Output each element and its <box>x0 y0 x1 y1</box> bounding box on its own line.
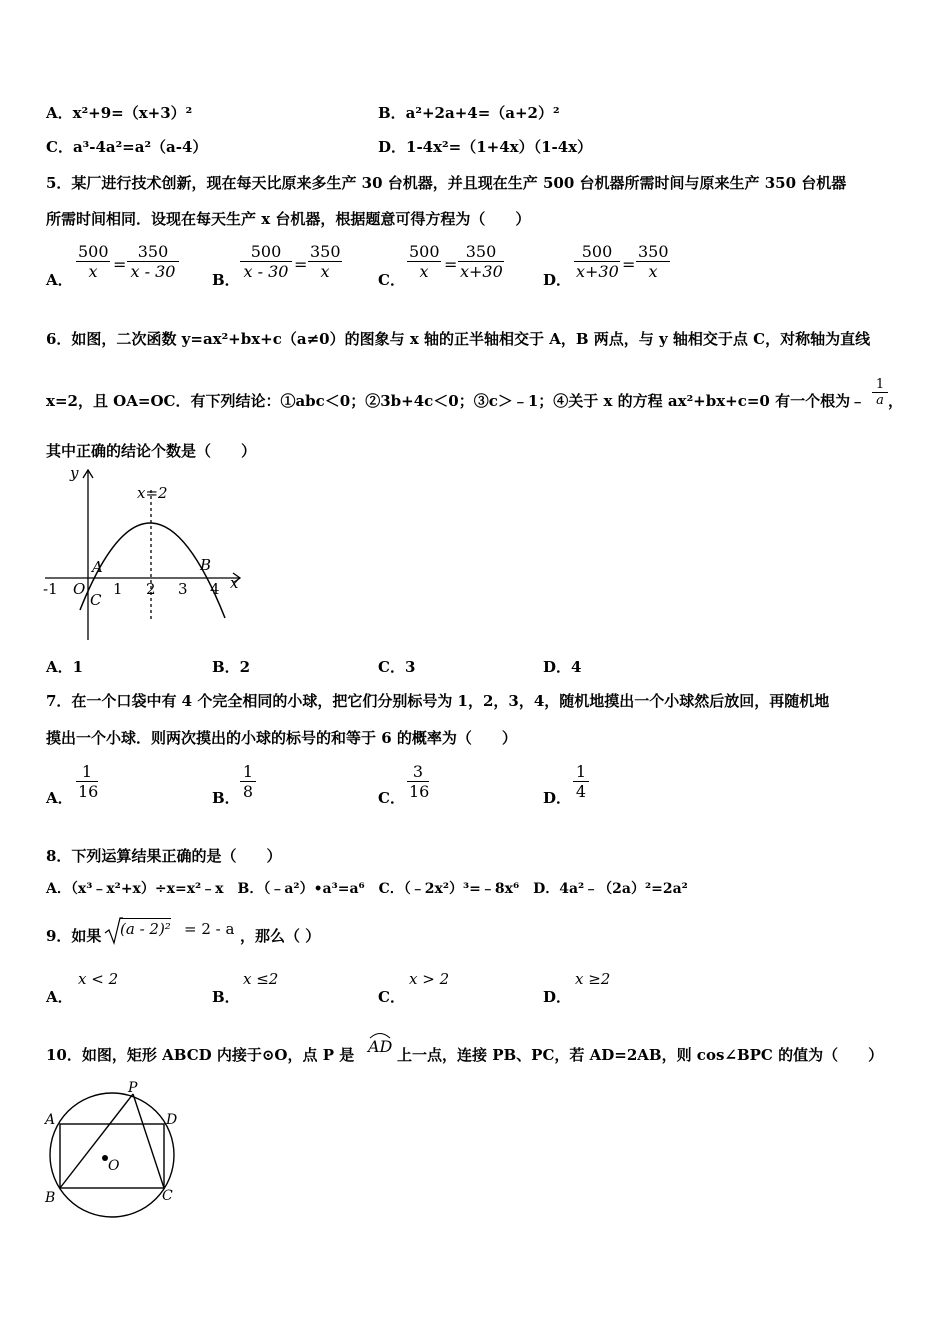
q7-c-fraction: $\frac{3}{16}$ <box>409 762 430 801</box>
q6-stem-line1: 6．如图，二次函数 y=ax²+bx+c（a≠0）的图象与 x 轴的正半轴相交于 A，B 两点，与 y 轴相交于点 C，对称轴为直线 <box>46 330 871 348</box>
q10-circle-rectangle-figure <box>40 1080 185 1222</box>
tick-label-1: 1 <box>113 580 123 598</box>
q6-parabola-graph <box>40 460 250 645</box>
symmetry-axis-label: x=2 <box>137 484 168 502</box>
q7-a-fraction: $\frac{1}{16}$ <box>78 762 99 801</box>
q8-stem: 8．下列运算结果正确的是（ ） <box>46 847 282 865</box>
point-c-label: C <box>90 591 102 609</box>
x-axis-label: x <box>230 574 239 592</box>
q9-option-d: x ≥2 <box>575 970 611 988</box>
q9-radicand: (a - 2)² <box>120 920 171 938</box>
q5-b-left-fraction: $\frac{500}{x - 30}$ <box>240 242 292 281</box>
point-p-label: P <box>128 1080 138 1096</box>
point-d-label: D <box>166 1112 178 1128</box>
q5-c-left-fraction: $\frac{500}{x}$ <box>409 242 440 281</box>
point-b-label: B <box>45 1190 56 1206</box>
q9-option-b: x ≤2 <box>243 970 279 988</box>
q9-label-c: C． <box>378 988 405 1006</box>
q5-a-equals: = <box>113 255 127 274</box>
q10-stem-post: 上一点，连接 PB、PC，若 AD=2AB，则 cos∠BPC 的值为（ ） <box>397 1046 884 1064</box>
arc-symbol-icon <box>368 1031 392 1039</box>
q5-b-equals: = <box>294 255 308 274</box>
y-axis-label: y <box>70 464 79 482</box>
q5-label-a: A． <box>46 271 73 289</box>
point-b-label: B <box>200 556 212 574</box>
q7-label-c: C． <box>378 789 405 807</box>
rectangle-abcd <box>60 1124 164 1188</box>
q5-label-d: D． <box>543 271 572 289</box>
q5-a-right-fraction: $\frac{350}{x - 30}$ <box>127 242 179 281</box>
q6-stem-line2: x=2，且 OA=OC．有下列结论：①abc＜0；②3b+4c＜0；③c＞﹣1；④关于 x 的方程 ax²+bx+c=0 有一个根为﹣ <box>46 392 866 410</box>
tick-label-4: 4 <box>210 580 220 598</box>
q4-option-b: B．a²+2a+4=（a+2）² <box>378 104 560 122</box>
q9-stem-pre: 9．如果 <box>46 927 102 945</box>
tick-label-2: 2 <box>146 580 156 598</box>
q5-stem-line2: 所需时间相同．设现在每天生产 x 台机器，根据题意可得方程为（ ） <box>46 210 531 228</box>
tick-label-minus1: -1 <box>43 580 58 598</box>
q7-label-d: D． <box>543 789 572 807</box>
q5-stem-line1: 5．某厂进行技术创新，现在每天比原来多生产 30 台机器，并且现在生产 500 台机器所需时间与原来生产 350 台机器 <box>46 174 847 192</box>
q7-stem-line2: 摸出一个小球．则两次摸出的小球的标号的和等于 6 的概率为（ ） <box>46 729 517 747</box>
q9-option-a: x < 2 <box>78 970 119 988</box>
q5-b-right-fraction: $\frac{350}{x}$ <box>310 242 341 281</box>
q5-d-right-fraction: $\frac{350}{x}$ <box>638 242 669 281</box>
q10-arc-ad <box>368 1037 392 1056</box>
q6-root-fraction: $\frac{1}{a}$ <box>872 377 888 408</box>
segment-pc <box>133 1094 164 1188</box>
q7-b-fraction: $\frac{1}{8}$ <box>240 762 256 801</box>
q9-option-c: x > 2 <box>409 970 450 988</box>
q5-d-left-fraction: $\frac{500}{x+30}$ <box>576 242 619 281</box>
q4-option-c: C．a³-4a²=a²（a-4） <box>46 138 208 156</box>
q7-label-a: A． <box>46 789 73 807</box>
q4-option-a: A．x²+9=（x+3）² <box>46 104 193 122</box>
q9-rhs: = 2 - a <box>184 920 235 938</box>
q6-stem-line2-end: ， <box>888 392 904 410</box>
q5-d-equals: = <box>622 255 636 274</box>
q9-stem-post: ，那么（ ） <box>240 927 321 945</box>
q6-option-a: A．1 <box>46 658 84 676</box>
q8-options: A．（x³﹣x²+x）÷x=x²﹣x B．（﹣a²）•a³=a⁶ C．（﹣2x²）³=﹣8x⁶ D．4a²﹣（2a）²=2a² <box>46 881 688 897</box>
point-a-label: A <box>45 1112 56 1128</box>
q6-option-d: D．4 <box>543 658 582 676</box>
q5-label-b: B． <box>212 271 240 289</box>
q6-stem-line3: 其中正确的结论个数是（ ） <box>46 442 257 460</box>
origin-label: O <box>73 580 86 598</box>
q5-c-right-fraction: $\frac{350}{x+30}$ <box>460 242 503 281</box>
q7-label-b: B． <box>212 789 240 807</box>
q4-option-d: D．1-4x²=（1+4x）（1-4x） <box>378 138 593 156</box>
point-c-label: C <box>162 1188 173 1204</box>
circle-o <box>50 1093 174 1217</box>
q7-d-fraction: $\frac{1}{4}$ <box>573 762 589 801</box>
q9-label-b: B． <box>212 988 240 1006</box>
q10-arc-label: AD <box>368 1037 393 1056</box>
q6-option-b: B．2 <box>212 658 251 676</box>
q5-label-c: C． <box>378 271 405 289</box>
point-a-label: A <box>92 558 103 576</box>
point-o-label: O <box>108 1158 120 1174</box>
q7-stem-line1: 7．在一个口袋中有 4 个完全相同的小球，把它们分别标号为 1，2，3，4，随机地摸出一个小球然后放回，再随机地 <box>46 692 830 710</box>
q9-label-d: D． <box>543 988 572 1006</box>
q10-stem-pre: 10．如图，矩形 ABCD 内接于⊙O，点 P 是 <box>46 1046 355 1064</box>
q9-label-a: A． <box>46 988 73 1006</box>
tick-label-3: 3 <box>178 580 188 598</box>
q5-c-equals: = <box>444 255 458 274</box>
q6-option-c: C．3 <box>378 658 416 676</box>
q5-a-left-fraction: $\frac{500}{x}$ <box>78 242 109 281</box>
